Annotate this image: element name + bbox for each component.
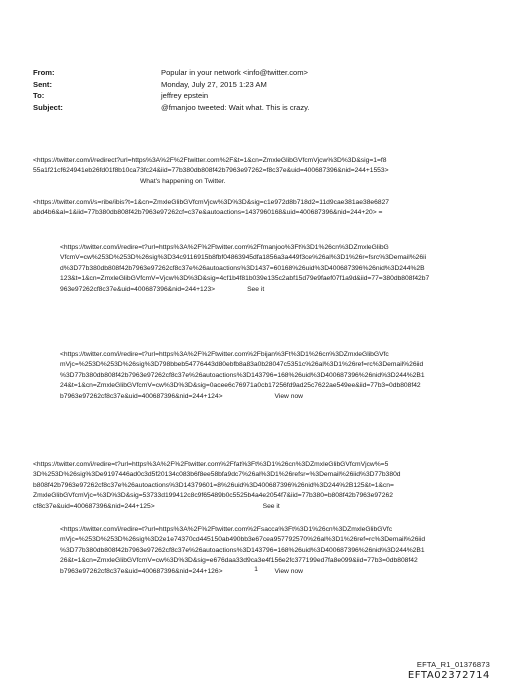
link-text-line[interactable]: ZmxleGlibGVfcmVjc=%3D%3D&sig=53733d199412c8c9f65489b0c5525b4a4e2054f7&iid=77b380=b808f42b7963e97262 bbox=[33, 492, 393, 500]
view-now-link[interactable]: View now bbox=[274, 392, 304, 400]
see-it-link[interactable]: See it bbox=[262, 502, 280, 510]
link-text-line[interactable]: mVjc=%253D%253D%26sig%3D798bbeb54776443d80ebfb8a83a0b28047c5351c%26al%3D1%26ref=rc%3Demail%26iid bbox=[60, 361, 424, 369]
link-text-line[interactable]: b7963e97262cf8c37e&uid=400687396&nid=244+126> bbox=[60, 567, 223, 575]
link-text-line[interactable]: cf8c37e&uid=400687396&nid=244+125> bbox=[33, 502, 155, 510]
link-text-line[interactable]: <https://twitter.com/i/redirect?url=https%3A%2F%2Ftwitter.com%2F&t=1&cn=ZmxleGlibGVfcmVjcw%3D%3D&sig=1=f8 bbox=[33, 157, 387, 164]
subject-value: @fmanjoo tweeted: Wait what. This is crazy. bbox=[161, 102, 310, 112]
page-number: 1 bbox=[254, 566, 258, 573]
link-text-line[interactable]: 3D%253D%26sig%3De9197446ad0c3d5f20134c083b6f8ee58bfa9dc7%26al%3D1%26refsr=%3Demail%26iid%3D77b380d bbox=[33, 471, 401, 479]
view-now-link[interactable]: View now bbox=[274, 567, 304, 575]
link-text-line[interactable]: %3D77b380db808f42b7963e97262cf8c37e%26autoactions%3D143796=168%26uid%3D400687396%26nid%3D244%2B1 bbox=[60, 371, 425, 379]
link-text-line[interactable]: abd4b6&al=1&iid=77b380db808f42b7963e97262cf=c37e&autoactions=1437960168&uid=400687396&nid=244+20> = bbox=[33, 209, 383, 217]
sent-row bbox=[33, 79, 473, 91]
bates-number-small: EFTA_R1_01376873 bbox=[416, 660, 490, 669]
link-text-line[interactable]: 55a1f21cf624941eb26fd01f8b10ca73fc24&iid=77b380db808f42b7963e97262=f8c37e&uid=400687396&nid=244+1553> bbox=[33, 167, 389, 175]
link-text-line[interactable]: 963e97262cf8c37e&uid=400687396&nid=244+123> bbox=[60, 285, 216, 293]
link-text-line[interactable]: 123&t=1&cn=ZmxleGlibGVfcmV=Vjcw%3D%3D&sig=4cf1b4f81b039e135c2abf15d79e9faef07f1a9d&iid=77=380db808f42b7 bbox=[60, 275, 430, 283]
from-row bbox=[33, 67, 473, 79]
see-it-link[interactable]: See it bbox=[247, 285, 265, 293]
to-value: jeffrey epstein bbox=[161, 91, 209, 101]
subject-row bbox=[33, 102, 473, 114]
link-text-line[interactable]: <https://twitter.com/i/redire=t?url=https%3A%2F%2Ftwitter.com%2Ffmanjoo%3Ft%3D1%26cn%3DZmxleGlibG bbox=[60, 244, 389, 251]
link-text-line[interactable]: b7963e97262cf8c37e&uid=400687396&nid=244+124> bbox=[60, 392, 223, 400]
from-label: From: bbox=[33, 68, 55, 77]
link-text-line[interactable]: <https://twitter.com/i/s=ribe/ibis?t=1&cn=ZmxleGlibGVfcmVjcw%3D%3D&sig=c1e972d8b718d2=11d9cae381ae38e6827 bbox=[33, 199, 390, 206]
link-text-line[interactable]: %3D77b380db808f42b7963e97262cf8c37e%26autoactions%3D143796=168%26uid%3D400687396%26nid%3D244%2B1 bbox=[60, 546, 425, 554]
link-block-4 bbox=[33, 350, 510, 402]
to-label: To: bbox=[33, 91, 45, 101]
from-value: Popular in your network <info@twitter.com> bbox=[161, 68, 308, 77]
bates-number-large: EFTA02372714 bbox=[407, 670, 490, 681]
link-block-3 bbox=[33, 243, 510, 295]
link-text-line[interactable]: <https://twitter.com/i/redire=t?url=https%3A%2F%2Ftwitter.com%2Fsacca%3Ft%3D1%26cn%3DZmxleGlibGVfc bbox=[60, 526, 393, 533]
link-text-line[interactable]: 24&t=1&cn=ZmxleGlibGVfcmV=cw%3D%3D&sig=0acee6c76971a0cb17256fd9ad25c7622ae549ee&iid=77b3=0db808f42 bbox=[60, 382, 421, 390]
link-text-line[interactable]: <https://twitter.com/i/redire=t?url=https%3A%2F%2Ftwitter.com%2Ffat%3Ft%3D1%26cn%3DZmxleGlibGVfcmVjcw%=5 bbox=[33, 461, 389, 468]
link-block-1 bbox=[33, 156, 483, 187]
link-block-2 bbox=[33, 198, 483, 219]
link-text-line[interactable]: <https://twitter.com/i/redire=t?url=https%3A%2F%2Ftwitter.com%2Fbijan%3Ft%3D1%26cn%3DZmxleGlibGVfc bbox=[60, 351, 389, 358]
link-caption: What's happening on Twitter. bbox=[140, 177, 226, 185]
link-text-line[interactable]: d%3D77b380db808f42b7963e97262cf8c37e%26autoactions%3D1437=60168%26uid%3D400687396%26nid%3D244%2B bbox=[60, 264, 425, 272]
sent-label: Sent: bbox=[33, 79, 52, 89]
link-text-line[interactable]: b808f42b7963e97262cf8c37e%26autoactions%3D14379601=8%26uid%3D400687396%26nid%3D244%2B125&t=1&cn= bbox=[33, 481, 394, 489]
subject-label: Subject: bbox=[33, 102, 63, 112]
link-block-5 bbox=[33, 460, 483, 512]
link-text-line[interactable]: mVjc=%253D%253D%26sig%3D2e1e74370cd445150ab490bb3e67cea957792570%26al%3D1%26ref=rc%3Demail%26iid bbox=[60, 536, 426, 544]
email-header bbox=[33, 67, 473, 113]
link-text-line[interactable]: 26&t=1&cn=ZmxleGlibGVfcmV=cw%3D%3D&sig=e676daa33d9ca3e4f156e2fc377199ed7fa8e099&iid=77b3=0db808f42 bbox=[60, 557, 418, 565]
link-text-line[interactable]: VfcmV=cw%253D%253D%26sig%3D34c9116915b8fbf04863945dfa1856a3a449f3ce%26al%3D1%26r=fsrc%3Demail%26ii bbox=[60, 254, 427, 262]
to-row bbox=[33, 90, 473, 102]
sent-value: Monday, July 27, 2015 1:23 AM bbox=[161, 79, 267, 89]
